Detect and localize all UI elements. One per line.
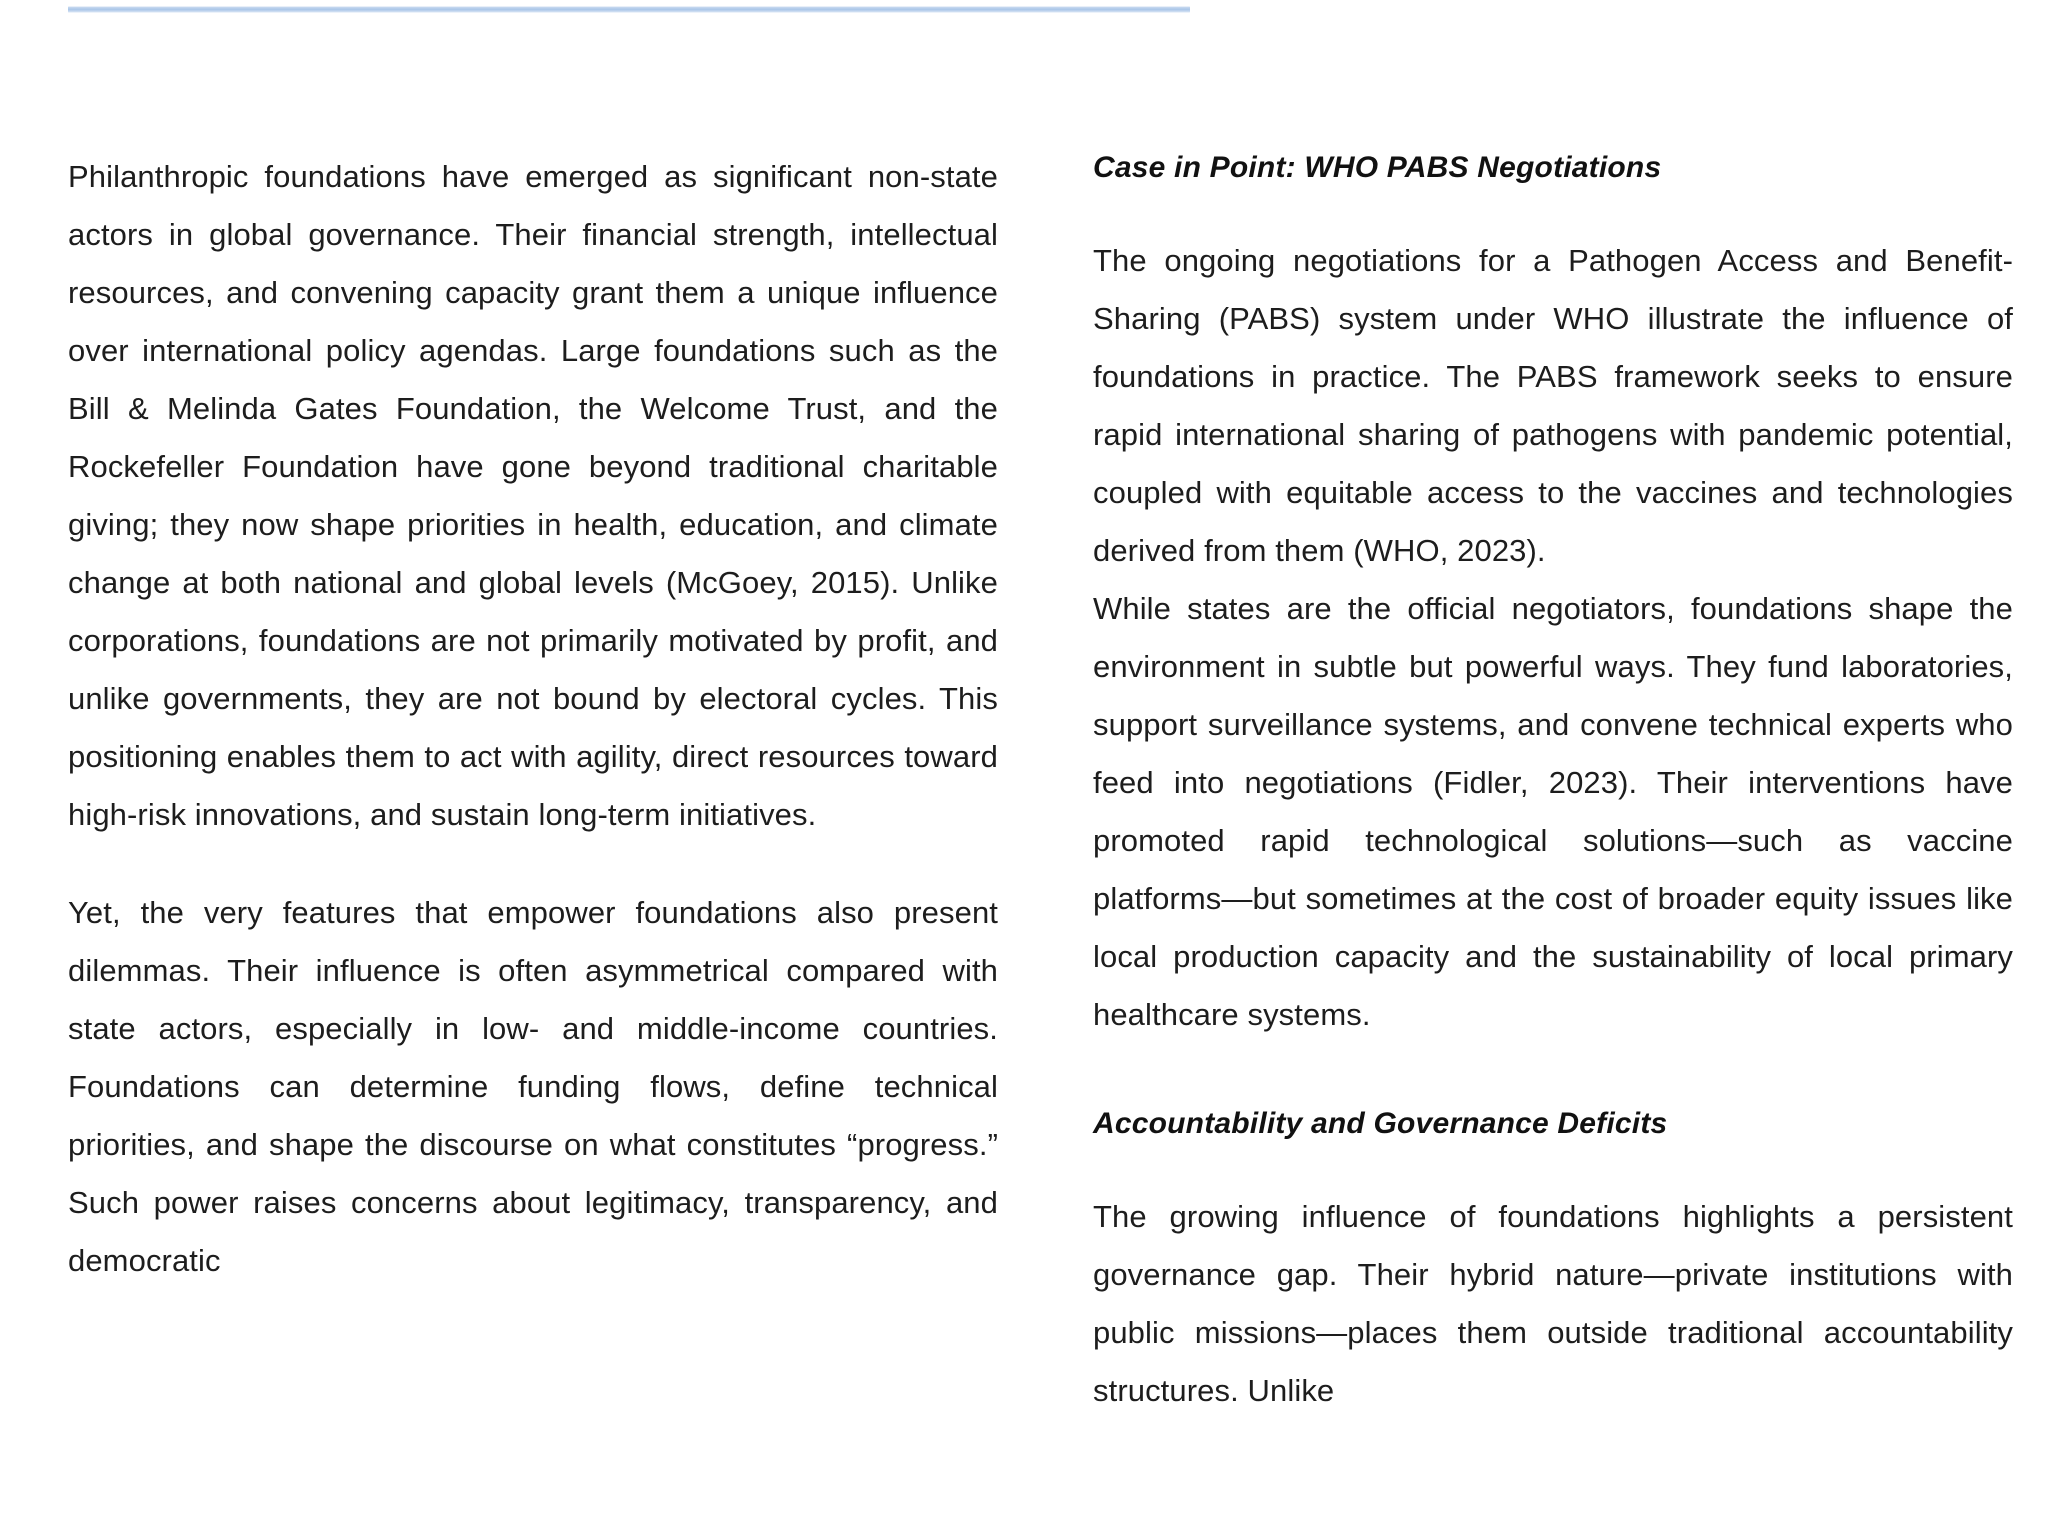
left-column [68,148,998,1290]
section-heading-accountability: Accountability and Governance Deficits [1093,1107,1668,1140]
paragraph: While states are the official negotiators, foundations shape the environment in subtle but powerful ways. They fund laboratories, support surveillance systems, and convene technical experts who feed into negotiations (Fidler, 2023). Their interventions have promoted rapid technological solutions—such as vaccine platforms—but sometimes at the cost of broader equity issues like local production capacity and the sustainability of local primary healthcare systems. [1093,591,2013,1032]
section-heading-case-in-point: Case in Point: WHO PABS Negotiations [1093,151,1662,184]
right-column [1093,148,2013,1420]
paragraph: The growing influence of foundations highlights a persistent governance gap. Their hybrid nature—private institutions with public missions—places them outside traditional accountability structures. Unlike [1093,1199,2013,1408]
paragraph: Yet, the very features that empower foundations also present dilemmas. Their influence is often asymmetrical compared with state actors, especially in low- and middle-income countries. Foundations can determine funding flows, define technical priorities, and shape the discourse on what constitutes “progress.” Such power raises concerns about legitimacy, transparency, and democratic [68,895,998,1278]
paragraph: The ongoing negotiations for a Pathogen Access and Benefit-Sharing (PABS) system under WHO illustrate the influence of foundations in practice. The PABS framework seeks to ensure rapid international sharing of pathogens with pandemic potential, coupled with equitable access to the vaccines and technologies derived from them (WHO, 2023). [1093,243,2013,568]
paragraph: Philanthropic foundations have emerged as significant non-state actors in global governance. Their financial strength, intellectual resources, and convening capacity grant them a unique influence over international policy agendas. Large foundations such as the Bill & Melinda Gates Foundation, the Welcome Trust, and the Rockefeller Foundation have gone beyond traditional charitable giving; they now shape priorities in health, education, and climate change at both national and global levels (McGoey, 2015). Unlike corporations, foundations are not primarily motivated by profit, and unlike governments, they are not bound by electoral cycles. This positioning enables them to act with agility, direct resources toward high-risk innovations, and sustain long-term initiatives. [68,159,998,832]
